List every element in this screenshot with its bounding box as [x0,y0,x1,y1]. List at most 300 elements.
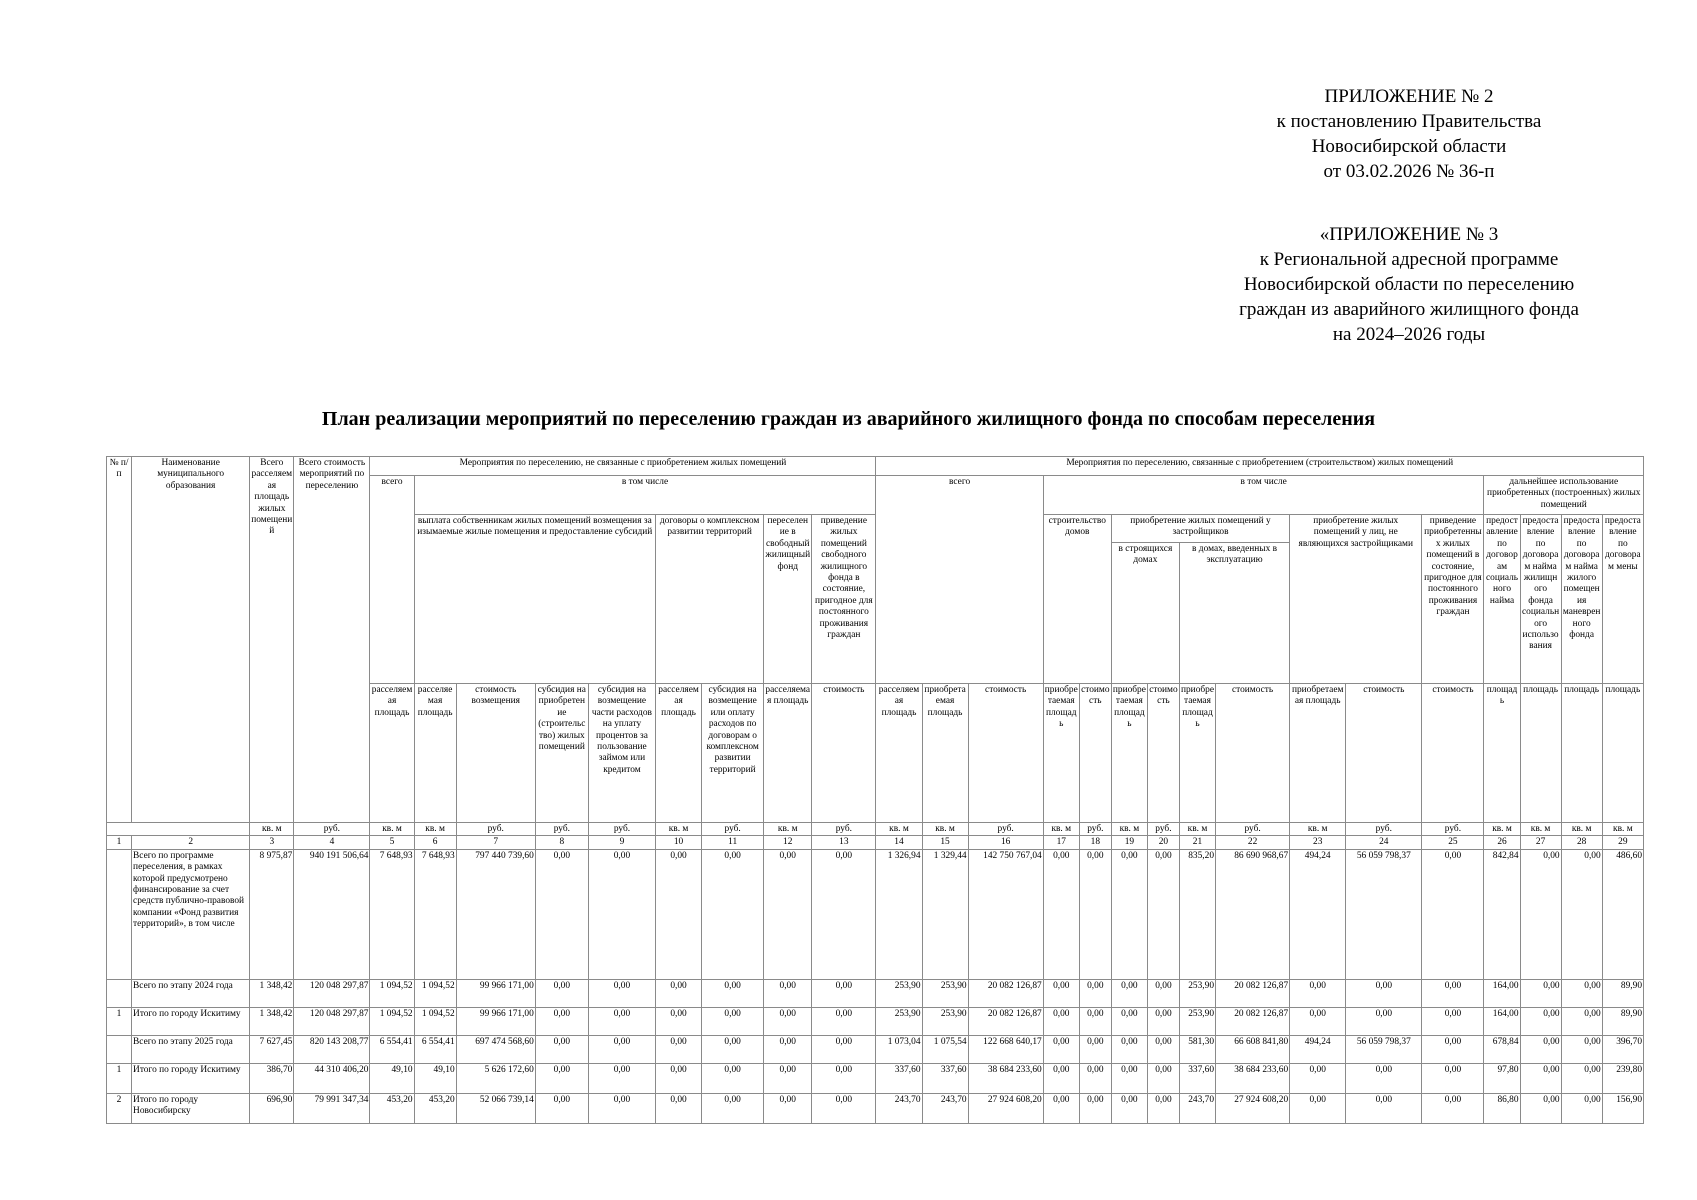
table-body [107,849,1644,1123]
cell-col-24: 0,00 [1346,979,1422,1007]
unit-cell: кв. м [1290,823,1346,836]
subheader-c11: субсидия на возмещение или оплату расходов по договорам о комплексном развитии территорий [702,684,764,823]
unit-cell: руб. [1147,823,1179,836]
subheader-c27: площадь [1520,684,1561,823]
header-from-developers: приобретение жилых помещений у застройщиков [1111,515,1289,543]
cell-col-27: 0,00 [1520,979,1561,1007]
header-further-use: дальнейшее использование приобретенных (построенных) жилых помещений [1484,476,1644,515]
cell-col-16: 142 750 767,04 [968,849,1043,979]
column-number: 11 [702,836,764,849]
units-spacer [107,823,250,836]
cell-col-21: 835,20 [1179,849,1215,979]
cell-col-22: 86 690 968,67 [1216,849,1290,979]
column-number: 18 [1079,836,1111,849]
unit-cell: кв. м [876,823,922,836]
cell-col-27: 0,00 [1520,1007,1561,1035]
cell-col-17: 0,00 [1043,979,1079,1007]
cell-col-25: 0,00 [1422,979,1484,1007]
column-number: 29 [1602,836,1643,849]
cell-col-15: 243,70 [922,1093,968,1123]
cell-col-21: 337,60 [1179,1063,1215,1093]
cell-col-27: 0,00 [1520,1093,1561,1123]
cell-col-10: 0,00 [656,1007,702,1035]
cell-col-21: 253,90 [1179,979,1215,1007]
cell-col-21: 253,90 [1179,1007,1215,1035]
row-name: Всего по этапу 2025 года [132,1035,250,1063]
cell-col-3: 1 348,42 [250,1007,294,1035]
appendix-line: Новосибирской области по переселению [1243,274,1575,295]
subheader-c16: стоимость [968,684,1043,823]
cell-col-13: 0,00 [812,979,876,1007]
cell-col-18: 0,00 [1079,1063,1111,1093]
cell-col-5: 1 094,52 [370,979,414,1007]
cell-col-4: 820 143 208,77 [294,1035,370,1063]
cell-col-17: 0,00 [1043,849,1079,979]
column-number: 24 [1346,836,1422,849]
resettlement-plan-table [106,456,1644,1124]
cell-col-7: 99 966 171,00 [456,1007,535,1035]
column-number: 2 [132,836,250,849]
cell-col-23: 494,24 [1290,1035,1346,1063]
cell-col-6: 453,20 [414,1093,456,1123]
header-total-cost: Всего стоимость мероприятий по переселению [294,457,370,823]
header-b-including: в том числе [1043,476,1484,515]
cell-col-26: 86,80 [1484,1093,1520,1123]
unit-cell: кв. м [1561,823,1602,836]
cell-col-11: 0,00 [702,1035,764,1063]
cell-col-6: 7 648,93 [414,849,456,979]
cell-col-14: 337,60 [876,1063,922,1093]
cell-col-11: 0,00 [702,979,764,1007]
row-number: 1 [107,1063,132,1093]
cell-col-28: 0,00 [1561,1063,1602,1093]
column-number: 3 [250,836,294,849]
appendix-line: к Региональной адресной программе [1259,249,1559,270]
cell-col-23: 494,24 [1290,849,1346,979]
unit-cell: руб. [968,823,1043,836]
cell-col-4: 120 048 297,87 [294,1007,370,1035]
subheader-c29: площадь [1602,684,1643,823]
header-construction: строительство домов [1043,515,1111,684]
cell-col-16: 27 924 608,20 [968,1093,1043,1123]
cell-col-6: 6 554,41 [414,1035,456,1063]
cell-col-13: 0,00 [812,1063,876,1093]
unit-cell: кв. м [1602,823,1643,836]
cell-col-10: 0,00 [656,1093,702,1123]
cell-col-19: 0,00 [1111,849,1147,979]
row-name: Итого по городу Искитиму [132,1007,250,1035]
unit-cell: руб. [1079,823,1111,836]
cell-col-24: 56 059 798,37 [1346,1035,1422,1063]
column-number: 16 [968,836,1043,849]
cell-col-7: 99 966 171,00 [456,979,535,1007]
cell-col-17: 0,00 [1043,1063,1079,1093]
cell-col-10: 0,00 [656,1063,702,1093]
cell-col-29: 156,90 [1602,1093,1643,1123]
cell-col-16: 38 684 233,60 [968,1063,1043,1093]
header-social-use-hire: предоставление по договорам найма жилищного фонда социального использования [1520,515,1561,684]
cell-col-8: 0,00 [535,1063,588,1093]
cell-col-7: 52 066 739,14 [456,1093,535,1123]
header-free-fund: переселение в свободный жилищный фонд [764,515,812,684]
cell-col-10: 0,00 [656,849,702,979]
cell-col-9: 0,00 [588,1035,655,1063]
unit-cell: кв. м [370,823,414,836]
column-number: 13 [812,836,876,849]
cell-col-5: 453,20 [370,1093,414,1123]
cell-col-16: 20 082 126,87 [968,979,1043,1007]
column-number: 1 [107,836,132,849]
header-a-total: всего [370,476,414,684]
header-total-area: Всего расселяемая площадь жилых помещений [250,457,294,823]
cell-col-24: 0,00 [1346,1093,1422,1123]
column-number: 4 [294,836,370,849]
column-number: 12 [764,836,812,849]
cell-col-23: 0,00 [1290,1063,1346,1093]
unit-cell: руб. [294,823,370,836]
unit-cell: руб. [535,823,588,836]
cell-col-6: 1 094,52 [414,979,456,1007]
cell-col-3: 8 975,87 [250,849,294,979]
table-row [107,1063,1644,1093]
cell-col-24: 0,00 [1346,1063,1422,1093]
row-number [107,979,132,1007]
cell-col-19: 0,00 [1111,1063,1147,1093]
subheader-c5: расселяемая площадь [370,684,414,823]
unit-cell: кв. м [764,823,812,836]
cell-col-23: 0,00 [1290,1093,1346,1123]
attachment-line: от 03.02.2026 № 36-п [1323,161,1495,182]
cell-col-26: 842,84 [1484,849,1520,979]
cell-col-14: 253,90 [876,979,922,1007]
appendix-header [1209,222,1609,347]
unit-cell: руб. [456,823,535,836]
cell-col-20: 0,00 [1147,849,1179,979]
cell-col-26: 164,00 [1484,1007,1520,1035]
header-social-hire: предоставление по договорам социального найма [1484,515,1520,684]
header-maneuver-fund: предоставление по договорам найма жилого помещения маневренного фонда [1561,515,1602,684]
cell-col-23: 0,00 [1290,1007,1346,1035]
cell-col-7: 5 626 172,60 [456,1063,535,1093]
header-municipality: Наименование муниципального образования [132,457,250,823]
cell-col-14: 1 073,04 [876,1035,922,1063]
cell-col-19: 0,00 [1111,979,1147,1007]
cell-col-19: 0,00 [1111,1035,1147,1063]
cell-col-25: 0,00 [1422,1063,1484,1093]
table-row [107,1093,1644,1123]
cell-col-28: 0,00 [1561,849,1602,979]
subheader-c12: расселяемая площадь [764,684,812,823]
cell-col-14: 1 326,94 [876,849,922,979]
subheader-c15: приобретаемая площадь [922,684,968,823]
subheader-c13: стоимость [812,684,876,823]
unit-cell: кв. м [414,823,456,836]
cell-col-3: 386,70 [250,1063,294,1093]
cell-col-22: 66 608 841,80 [1216,1035,1290,1063]
subheader-c14: расселяемая площадь [876,684,922,823]
cell-col-17: 0,00 [1043,1035,1079,1063]
cell-col-15: 1 075,54 [922,1035,968,1063]
cell-col-28: 0,00 [1561,1035,1602,1063]
unit-cell: руб. [1216,823,1290,836]
header-commissioned: в домах, введенных в эксплуатацию [1179,543,1289,684]
cell-col-29: 396,70 [1602,1035,1643,1063]
column-number: 26 [1484,836,1520,849]
cell-col-17: 0,00 [1043,1007,1079,1035]
unit-cell: руб. [1422,823,1484,836]
row-number: 1 [107,1007,132,1035]
cell-col-15: 253,90 [922,979,968,1007]
cell-col-16: 20 082 126,87 [968,1007,1043,1035]
row-name: Всего по этапу 2024 года [132,979,250,1007]
subheader-c28: площадь [1561,684,1602,823]
header-from-non-developers: приобретение жилых помещений у лиц, не являющихся застройщиками [1290,515,1422,684]
cell-col-5: 1 094,52 [370,1007,414,1035]
cell-col-15: 337,60 [922,1063,968,1093]
header-under-construction: в строящихся домах [1111,543,1179,684]
header-bring-free-fund: приведение жилых помещений свободного жилищного фонда в состояние, пригодное для постоянного проживания граждан [812,515,876,684]
column-number: 21 [1179,836,1215,849]
table-row [107,1035,1644,1063]
cell-col-18: 0,00 [1079,979,1111,1007]
cell-col-23: 0,00 [1290,979,1346,1007]
cell-col-24: 0,00 [1346,1007,1422,1035]
cell-col-27: 0,00 [1520,1035,1561,1063]
column-number: 5 [370,836,414,849]
cell-col-15: 1 329,44 [922,849,968,979]
unit-cell: руб. [812,823,876,836]
cell-col-13: 0,00 [812,1007,876,1035]
column-number: 19 [1111,836,1147,849]
table-row [107,849,1644,979]
unit-cell: кв. м [1111,823,1147,836]
cell-col-7: 797 440 739,60 [456,849,535,979]
column-number: 9 [588,836,655,849]
cell-col-17: 0,00 [1043,1093,1079,1123]
subheader-c22: стоимость [1216,684,1290,823]
cell-col-13: 0,00 [812,1035,876,1063]
unit-cell: руб. [702,823,764,836]
unit-cell: кв. м [1043,823,1079,836]
cell-col-25: 0,00 [1422,1035,1484,1063]
cell-col-28: 0,00 [1561,1093,1602,1123]
cell-col-12: 0,00 [764,849,812,979]
cell-col-14: 243,70 [876,1093,922,1123]
cell-col-3: 1 348,42 [250,979,294,1007]
attachment-header [1209,84,1609,184]
document-title: План реализации мероприятий по переселению граждан из аварийного жилищного фонда по способам переселения [321,408,1376,430]
unit-cell: кв. м [250,823,294,836]
cell-col-8: 0,00 [535,979,588,1007]
cell-col-4: 79 991 347,34 [294,1093,370,1123]
cell-col-25: 0,00 [1422,849,1484,979]
cell-col-29: 486,60 [1602,849,1643,979]
subheader-c6: расселяемая площадь [414,684,456,823]
cell-col-6: 1 094,52 [414,1007,456,1035]
subheader-c23: приобретаемая площадь [1290,684,1346,823]
column-numbers-row [107,836,1644,849]
row-number: 2 [107,1093,132,1123]
cell-col-29: 89,90 [1602,979,1643,1007]
unit-cell: кв. м [1484,823,1520,836]
unit-cell: кв. м [656,823,702,836]
header-owners-payment: выплата собственникам жилых помещений возмещения за изымаемые жилые помещения и предоставление субсидий [414,515,655,684]
cell-col-22: 38 684 233,60 [1216,1063,1290,1093]
cell-col-28: 0,00 [1561,1007,1602,1035]
cell-col-4: 940 191 506,64 [294,849,370,979]
subheader-c25: стоимость [1422,684,1484,823]
attachment-line: к постановлению Правительства [1276,111,1542,132]
row-name: Всего по программе переселения, в рамках которой предусмотрено финансирование за счет средств публично-правовой компании «Фонд развития территорий», в том числе [132,849,250,979]
column-number: 27 [1520,836,1561,849]
cell-col-22: 20 082 126,87 [1216,1007,1290,1035]
row-name: Итого по городу Искитиму [132,1063,250,1093]
column-number: 22 [1216,836,1290,849]
cell-col-18: 0,00 [1079,849,1111,979]
cell-col-26: 164,00 [1484,979,1520,1007]
cell-col-28: 0,00 [1561,979,1602,1007]
unit-cell: кв. м [1179,823,1215,836]
cell-col-19: 0,00 [1111,1093,1147,1123]
cell-col-18: 0,00 [1079,1093,1111,1123]
cell-col-25: 0,00 [1422,1007,1484,1035]
cell-col-12: 0,00 [764,1063,812,1093]
cell-col-27: 0,00 [1520,1063,1561,1093]
cell-col-26: 678,84 [1484,1035,1520,1063]
header-a-including: в том числе [414,476,876,515]
cell-col-20: 0,00 [1147,1007,1179,1035]
unit-cell: кв. м [1520,823,1561,836]
header-group-not-acquisition: Мероприятия по переселению, не связанные с приобретением жилых помещений [370,457,876,476]
subheader-c20: стоимость [1147,684,1179,823]
subheader-c26: площадь [1484,684,1520,823]
row-name: Итого по городу Новосибирску [132,1093,250,1123]
subheader-c18: стоимость [1079,684,1111,823]
cell-col-3: 7 627,45 [250,1035,294,1063]
subheader-c10: расселяемая площадь [656,684,702,823]
subheader-c7: стоимость возмещения [456,684,535,823]
column-number: 20 [1147,836,1179,849]
unit-cell: кв. м [922,823,968,836]
cell-col-14: 253,90 [876,1007,922,1035]
cell-col-9: 0,00 [588,849,655,979]
cell-col-11: 0,00 [702,1093,764,1123]
cell-col-24: 56 059 798,37 [1346,849,1422,979]
appendix-line: граждан из аварийного жилищного фонда [1239,299,1579,320]
cell-col-15: 253,90 [922,1007,968,1035]
cell-col-18: 0,00 [1079,1007,1111,1035]
cell-col-20: 0,00 [1147,1035,1179,1063]
cell-col-8: 0,00 [535,1007,588,1035]
column-number: 8 [535,836,588,849]
cell-col-12: 0,00 [764,979,812,1007]
header-number: № п/п [107,457,132,823]
appendix-line: «ПРИЛОЖЕНИЕ № 3 [1319,224,1499,245]
row-number [107,1035,132,1063]
column-number: 7 [456,836,535,849]
subheader-c19: приобретаемая площадь [1111,684,1147,823]
column-number: 15 [922,836,968,849]
column-number: 6 [414,836,456,849]
cell-col-7: 697 474 568,60 [456,1035,535,1063]
cell-col-12: 0,00 [764,1007,812,1035]
table-row [107,1007,1644,1035]
table-row [107,979,1644,1007]
subheader-c17: приобретаемая площадь [1043,684,1079,823]
cell-col-9: 0,00 [588,1007,655,1035]
cell-col-26: 97,80 [1484,1063,1520,1093]
cell-col-8: 0,00 [535,1093,588,1123]
attachment-line: ПРИЛОЖЕНИЕ № 2 [1324,86,1494,107]
cell-col-29: 239,80 [1602,1063,1643,1093]
cell-col-8: 0,00 [535,849,588,979]
cell-col-5: 7 648,93 [370,849,414,979]
header-group-acquisition: Мероприятия по переселению, связанные с приобретением (строительством) жилых помещений [876,457,1644,476]
column-number: 23 [1290,836,1346,849]
subheader-c24: стоимость [1346,684,1422,823]
cell-col-18: 0,00 [1079,1035,1111,1063]
cell-col-20: 0,00 [1147,1063,1179,1093]
cell-col-3: 696,90 [250,1093,294,1123]
subheader-c8: субсидия на приобретение (строительство) жилых помещений [535,684,588,823]
cell-col-25: 0,00 [1422,1093,1484,1123]
header-b-total: всего [876,476,1043,684]
cell-col-12: 0,00 [764,1035,812,1063]
cell-col-9: 0,00 [588,979,655,1007]
subheader-c21: приобретаемая площадь [1179,684,1215,823]
cell-col-9: 0,00 [588,1093,655,1123]
cell-col-13: 0,00 [812,849,876,979]
column-number: 17 [1043,836,1079,849]
cell-col-13: 0,00 [812,1093,876,1123]
cell-col-4: 120 048 297,87 [294,979,370,1007]
cell-col-19: 0,00 [1111,1007,1147,1035]
cell-col-9: 0,00 [588,1063,655,1093]
cell-col-27: 0,00 [1520,849,1561,979]
column-number: 10 [656,836,702,849]
cell-col-8: 0,00 [535,1035,588,1063]
cell-col-21: 581,30 [1179,1035,1215,1063]
row-number [107,849,132,979]
attachment-line: Новосибирской области [1311,136,1507,157]
unit-cell: руб. [1346,823,1422,836]
column-number: 28 [1561,836,1602,849]
header-exchange: предоставление по договорам мены [1602,515,1643,684]
cell-col-16: 122 668 640,17 [968,1035,1043,1063]
cell-col-11: 0,00 [702,1063,764,1093]
cell-col-22: 27 924 608,20 [1216,1093,1290,1123]
cell-col-21: 243,70 [1179,1093,1215,1123]
cell-col-11: 0,00 [702,849,764,979]
cell-col-5: 49,10 [370,1063,414,1093]
cell-col-4: 44 310 406,20 [294,1063,370,1093]
appendix-line: на 2024–2026 годы [1332,324,1486,345]
cell-col-12: 0,00 [764,1093,812,1123]
cell-col-10: 0,00 [656,979,702,1007]
cell-col-22: 20 082 126,87 [1216,979,1290,1007]
header-bring-acquired: приведение приобретенных жилых помещений в состояние, пригодное для постоянного проживания граждан [1422,515,1484,684]
column-number: 25 [1422,836,1484,849]
column-number: 14 [876,836,922,849]
subheader-c9: субсидия на возмещение части расходов на уплату процентов за пользование займом или кредитом [588,684,655,823]
cell-col-6: 49,10 [414,1063,456,1093]
cell-col-20: 0,00 [1147,979,1179,1007]
cell-col-29: 89,90 [1602,1007,1643,1035]
cell-col-20: 0,00 [1147,1093,1179,1123]
cell-col-11: 0,00 [702,1007,764,1035]
unit-cell: руб. [588,823,655,836]
header-territory-contracts: договоры о комплексном развитии территорий [656,515,764,684]
